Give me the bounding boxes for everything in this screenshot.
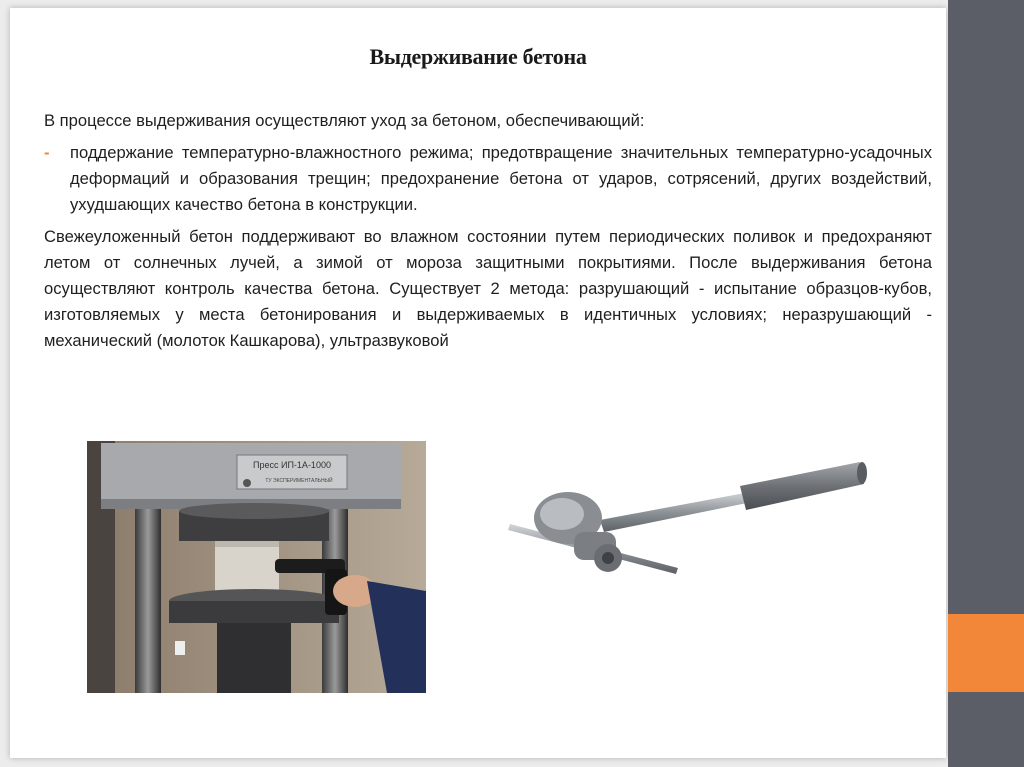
decorative-sidebar <box>948 0 1024 767</box>
press-photo <box>87 441 426 693</box>
press-plate-label: Пресс ИП-1А-1000 <box>253 460 331 470</box>
main-paragraph: Свежеуложенный бетон поддерживают во влажном состоянии путем периодических поливок и предохраняют летом от солнечных лучей, а зимой от мороза защитными покрытиями. После выдерживания бетона осуществляют контроль качества бетона. Существует 2 метода: разрушающий - испытание образцов-кубов, изготовляемых у места бетонирования и выдерживаемых в идентичных условиях; неразрушающий - механический (молоток Кашкарова), ультразвуковой <box>44 227 932 350</box>
press-plate-sub: ТУ ЭКСПЕРИМЕНТАЛЬНЫЙ <box>265 478 333 484</box>
press-illustration <box>87 441 426 693</box>
accent-block <box>948 614 1024 692</box>
slide-title: Выдерживание бетона <box>369 44 587 69</box>
slide-body <box>44 108 932 354</box>
hammer-illustration <box>500 448 880 598</box>
kashkarov-hammer-photo <box>500 448 880 598</box>
bullet-item <box>44 140 932 218</box>
bullet-marker: - <box>44 143 50 162</box>
bullet-text: поддержание температурно-влажностного режима; предотвращение значительных температурно-усадочных деформаций и образования трещин; предохранение бетона от ударов, сотрясений, других воздействий, ухудшающих качество бетона в конструкции. <box>70 143 932 214</box>
intro-text: В процессе выдерживания осуществляют уход за бетоном, обеспечивающий: <box>44 111 645 130</box>
